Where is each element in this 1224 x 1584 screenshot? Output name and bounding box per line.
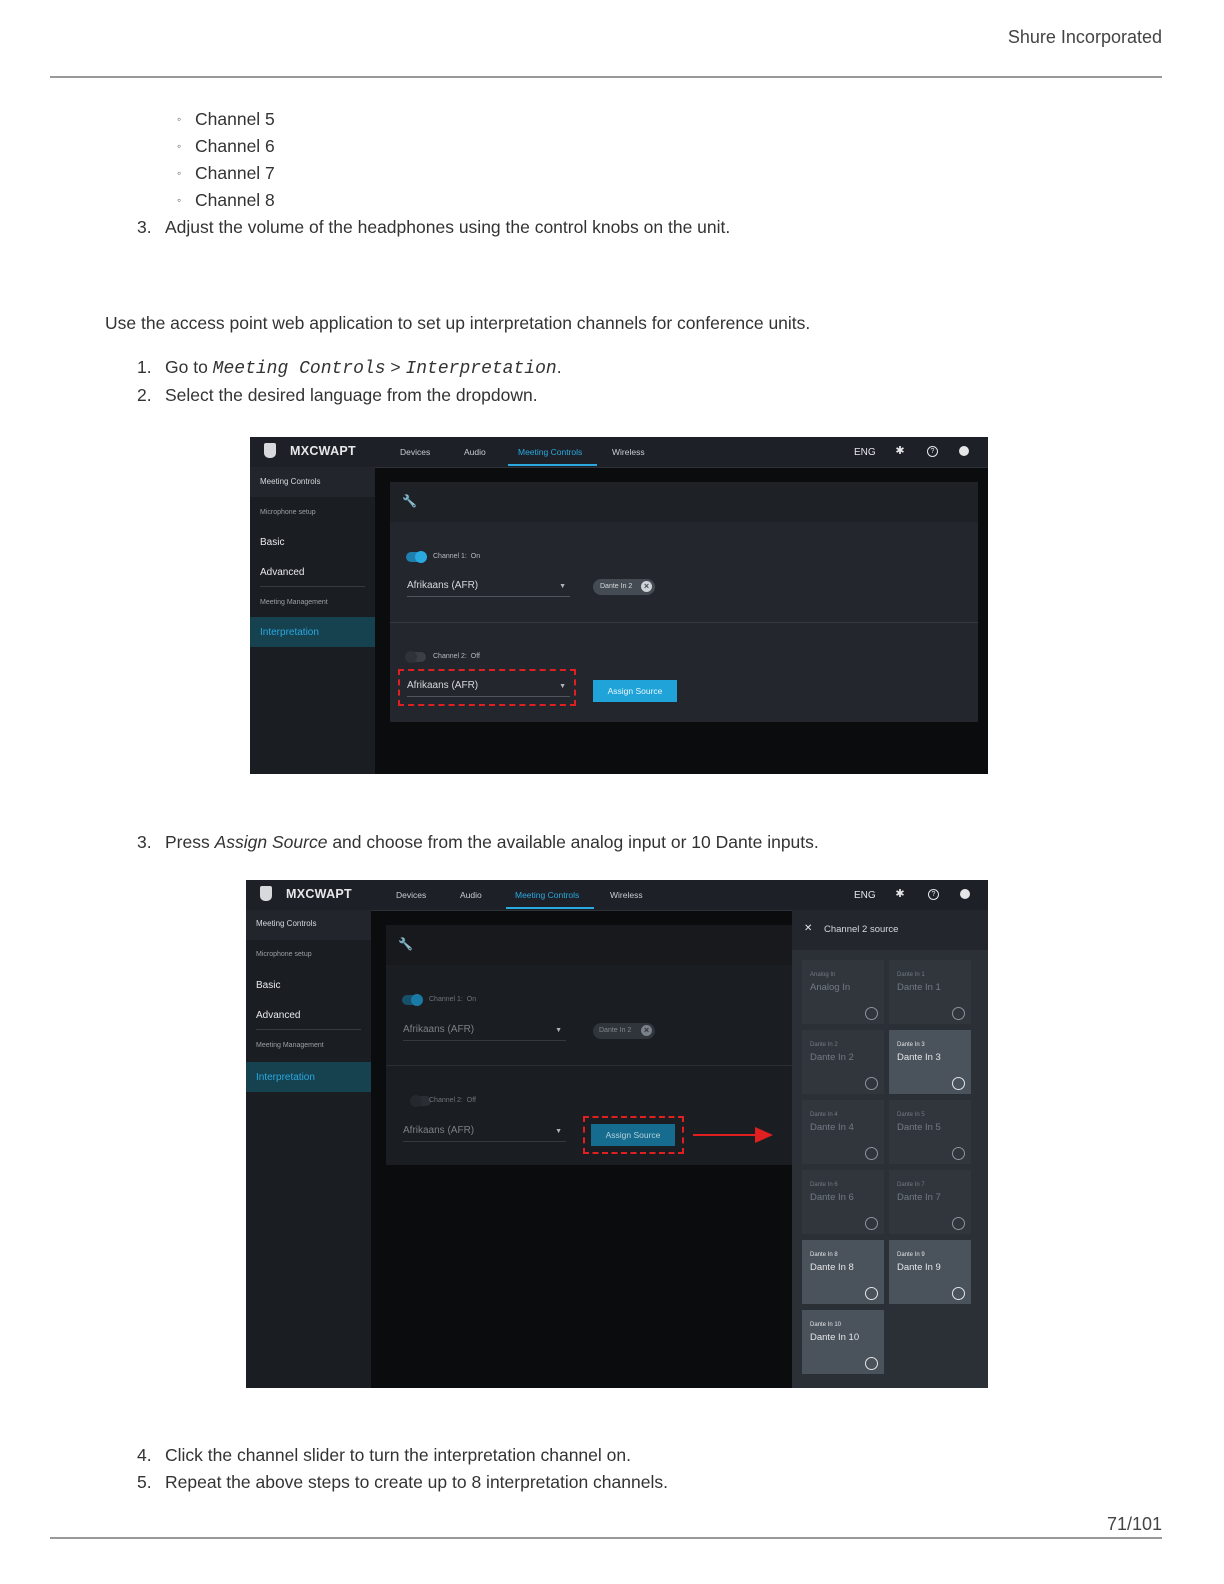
list-item: ◦ Channel 8 — [177, 190, 275, 210]
dropdown-value: Afrikaans (AFR) — [407, 680, 479, 691]
tile-label: Dante In 5 — [897, 1122, 941, 1133]
step-text: and choose from the available analog input or 10 Dante inputs. — [327, 832, 819, 852]
step-item — [137, 357, 562, 379]
caret-down-icon: ▼ — [555, 1027, 562, 1034]
channel2-language-dropdown[interactable] — [403, 1125, 566, 1142]
tile-caption: Dante In 1 — [897, 972, 925, 978]
tile-label: Dante In 6 — [810, 1192, 854, 1203]
tile-label: Dante In 4 — [810, 1122, 854, 1133]
app-brand: MXCWAPT — [290, 444, 356, 458]
sidebar-subsection: Meeting Management — [256, 1042, 324, 1049]
header-company: Shure Incorporated — [1007, 27, 1162, 47]
tile-label: Dante In 3 — [897, 1052, 941, 1063]
interpretation-panel — [390, 482, 978, 722]
chip-label: Dante In 2 — [599, 1027, 632, 1034]
tile-label: Dante In 9 — [897, 1262, 941, 1273]
sidebar-subsection: Meeting Management — [260, 599, 328, 606]
radio-icon[interactable] — [865, 1357, 878, 1370]
user-icon[interactable] — [960, 889, 970, 899]
source-tile[interactable] — [802, 1170, 884, 1234]
source-tile[interactable] — [802, 1100, 884, 1164]
sidebar-item-label: Interpretation — [256, 1072, 315, 1083]
shure-logo-icon — [264, 443, 276, 458]
sidebar-divider — [256, 1029, 361, 1030]
sidebar-section-title: Meeting Controls — [256, 919, 317, 928]
channel2-toggle[interactable] — [406, 652, 426, 662]
panel-header — [390, 482, 978, 522]
sidebar-item-basic[interactable]: Basic — [256, 980, 281, 991]
toggle-knob — [415, 551, 427, 563]
tile-caption: Dante In 8 — [810, 1252, 838, 1258]
nav-meeting-controls[interactable]: Meeting Controls — [518, 447, 583, 457]
source-tile[interactable] — [889, 1170, 971, 1234]
toggle-knob — [410, 1095, 422, 1107]
sidebar-item-basic[interactable]: Basic — [260, 537, 285, 548]
radio-icon[interactable] — [865, 1007, 878, 1020]
tile-label: Dante In 1 — [897, 982, 941, 993]
sidebar-subsection: Microphone setup — [256, 951, 312, 958]
source-tile[interactable] — [889, 1030, 971, 1094]
wrench-icon: 🔧 — [402, 494, 417, 508]
sidebar-divider — [260, 586, 365, 587]
header-rule — [50, 76, 1162, 78]
step-number: 1. — [137, 357, 152, 377]
step-item — [137, 832, 819, 853]
channel-divider — [386, 1065, 792, 1066]
app-topbar — [246, 880, 988, 911]
source-drawer — [792, 910, 988, 1388]
path-separator: > — [385, 357, 406, 377]
highlight-dropdown-box — [398, 669, 576, 706]
app-sidebar — [250, 467, 375, 774]
source-tile[interactable] — [802, 1030, 884, 1094]
nav-active-indicator — [508, 464, 597, 466]
nav-wireless[interactable]: Wireless — [612, 447, 645, 457]
dropdown-value: Afrikaans (AFR) — [403, 1024, 475, 1035]
radio-icon[interactable] — [865, 1147, 878, 1160]
channel1-language-dropdown[interactable] — [407, 580, 570, 597]
channel2-toggle[interactable] — [411, 1096, 431, 1106]
source-tile[interactable] — [889, 1100, 971, 1164]
channel-divider — [390, 622, 978, 623]
nav-devices[interactable]: Devices — [400, 447, 431, 457]
remove-source-icon[interactable]: × — [641, 581, 652, 592]
gear-icon[interactable]: ✱ — [895, 445, 905, 457]
tile-label: Dante In 10 — [810, 1332, 860, 1343]
source-tile[interactable] — [889, 1240, 971, 1304]
step-item — [137, 217, 730, 238]
radio-icon[interactable] — [952, 1147, 965, 1160]
sidebar-item-label: Interpretation — [260, 627, 319, 638]
shure-logo-icon — [260, 886, 272, 901]
tile-label: Dante In 8 — [810, 1262, 854, 1273]
caret-down-icon: ▼ — [559, 583, 566, 590]
source-chip — [593, 579, 655, 595]
step-text: Go to — [165, 357, 213, 377]
tile-label: Dante In 2 — [810, 1052, 854, 1063]
sidebar-item-advanced[interactable]: Advanced — [256, 1010, 301, 1021]
wrench-icon: 🔧 — [398, 937, 413, 951]
toggle-knob — [411, 994, 423, 1006]
remove-source-icon[interactable]: × — [641, 1025, 652, 1036]
tile-caption: Dante In 9 — [897, 1252, 925, 1258]
intro-paragraph: Use the access point web application to set up interpretation channels for conference units. — [105, 313, 811, 333]
page-number: 71/101 — [1106, 1514, 1162, 1534]
tile-label: Analog In — [810, 982, 851, 993]
menu-path-code: Meeting Controls — [212, 359, 386, 379]
radio-icon[interactable] — [952, 1007, 965, 1020]
tile-caption: Dante In 6 — [810, 1182, 838, 1188]
step-item — [137, 1472, 668, 1493]
bullet-text: Channel 8 — [195, 190, 275, 210]
app-topbar — [250, 437, 988, 468]
tile-caption: Dante In 3 — [897, 1042, 925, 1048]
close-icon[interactable]: ✕ — [804, 923, 813, 934]
bullet-text: Channel 7 — [195, 163, 275, 183]
tile-caption: Analog In — [810, 972, 836, 978]
channel1-language-dropdown[interactable] — [403, 1024, 566, 1041]
source-tile[interactable] — [889, 960, 971, 1024]
assign-source-button[interactable]: Assign Source — [593, 680, 677, 702]
channel1-toggle[interactable] — [406, 552, 426, 562]
channel-label-text: Channel 1: — [429, 996, 463, 1003]
step-text: . — [556, 357, 562, 377]
tile-caption: Dante In 2 — [810, 1042, 838, 1048]
list-item: ◦ Channel 7 — [177, 163, 275, 183]
app-sidebar — [246, 910, 371, 1388]
nav-devices[interactable]: Devices — [396, 890, 427, 900]
highlight-button-box — [583, 1116, 684, 1154]
toggle-knob — [405, 651, 417, 663]
tile-label: Dante In 7 — [897, 1192, 941, 1203]
step-item — [137, 1445, 631, 1466]
dropdown-value: Afrikaans (AFR) — [403, 1125, 475, 1136]
channel2-label — [433, 653, 480, 660]
radio-icon[interactable] — [865, 1217, 878, 1230]
tile-caption: Dante In 10 — [810, 1322, 842, 1328]
radio-icon[interactable] — [865, 1287, 878, 1300]
step-number: 5. — [137, 1472, 152, 1492]
step-item — [137, 385, 538, 406]
app-brand: MXCWAPT — [286, 887, 352, 901]
channel1-label — [429, 996, 476, 1003]
nav-active-indicator — [506, 907, 594, 909]
step-number: 4. — [137, 1445, 152, 1465]
menu-path-code: Interpretation — [405, 359, 557, 379]
chip-label: Dante In 2 — [600, 583, 633, 590]
red-arrow-icon — [693, 1125, 775, 1145]
channel-label-text: Channel 1: — [433, 553, 467, 560]
caret-down-icon: ▼ — [555, 1128, 562, 1135]
sidebar-section — [246, 910, 371, 940]
source-tile[interactable] — [802, 960, 884, 1024]
channel2-label — [429, 1097, 476, 1104]
step-text: Press — [165, 832, 215, 852]
tile-caption: Dante In 5 — [897, 1112, 925, 1118]
source-tile[interactable] — [802, 1310, 884, 1374]
language-selector[interactable]: ENG — [854, 447, 876, 458]
step-number: 2. — [137, 385, 152, 405]
caret-down-icon: ▼ — [559, 683, 566, 690]
source-tile[interactable] — [802, 1240, 884, 1304]
sidebar-item-interpretation[interactable] — [246, 1062, 371, 1092]
radio-icon[interactable] — [952, 1077, 965, 1090]
source-chip — [593, 1023, 655, 1039]
radio-icon[interactable] — [865, 1077, 878, 1090]
screenshot-interpretation — [250, 437, 988, 774]
step-emphasis: Assign Source — [214, 832, 328, 852]
channel-state: On — [466, 996, 477, 1003]
dropdown-value: Afrikaans (AFR) — [407, 580, 479, 591]
channel-state: Off — [470, 653, 480, 660]
step-text: Repeat the above steps to create up to 8 interpretation channels. — [165, 1472, 668, 1492]
step-text: Click the channel slider to turn the interpretation channel on. — [165, 1445, 631, 1465]
screenshot-assign-source — [246, 880, 988, 1388]
sidebar-section-title: Meeting Controls — [260, 477, 321, 486]
list-item: ◦ Channel 6 — [177, 136, 275, 156]
nav-meeting-controls[interactable]: Meeting Controls — [515, 890, 580, 900]
drawer-title: Channel 2 source — [824, 924, 899, 935]
nav-audio[interactable]: Audio — [460, 890, 482, 900]
step-number: 3. — [137, 217, 152, 237]
sidebar-item-advanced[interactable]: Advanced — [260, 567, 305, 578]
tile-caption: Dante In 4 — [810, 1112, 838, 1118]
sidebar-section — [250, 467, 375, 497]
channel-state: On — [470, 553, 481, 560]
assign-source-button[interactable]: Assign Source — [591, 1124, 675, 1146]
panel-header — [386, 925, 792, 965]
tile-caption: Dante In 7 — [897, 1182, 925, 1188]
channel-state: Off — [466, 1097, 476, 1104]
gear-icon[interactable]: ✱ — [895, 888, 905, 900]
channel1-label — [433, 553, 480, 560]
nav-wireless[interactable]: Wireless — [610, 890, 643, 900]
user-icon[interactable] — [959, 446, 969, 456]
channel1-toggle[interactable] — [402, 995, 422, 1005]
help-icon[interactable]: ? — [927, 446, 938, 457]
channel-label-text: Channel 2: — [429, 1097, 463, 1104]
step-text: Select the desired language from the dropdown. — [165, 385, 538, 405]
radio-icon[interactable] — [952, 1287, 965, 1300]
footer-rule — [50, 1537, 1162, 1539]
help-icon[interactable]: ? — [928, 889, 939, 900]
bullet-text: Channel 6 — [195, 136, 275, 156]
step-number: 3. — [137, 832, 152, 852]
nav-audio[interactable]: Audio — [464, 447, 486, 457]
sidebar-item-interpretation[interactable] — [250, 617, 375, 647]
sidebar-subsection: Microphone setup — [260, 509, 316, 516]
bullet-text: Channel 5 — [195, 109, 275, 129]
radio-icon[interactable] — [952, 1217, 965, 1230]
language-selector[interactable]: ENG — [854, 890, 876, 901]
step-text: Adjust the volume of the headphones using the control knobs on the unit. — [165, 217, 731, 237]
drawer-header — [792, 910, 988, 950]
channel-label-text: Channel 2: — [433, 653, 467, 660]
list-item: ◦ Channel 5 — [177, 109, 275, 129]
